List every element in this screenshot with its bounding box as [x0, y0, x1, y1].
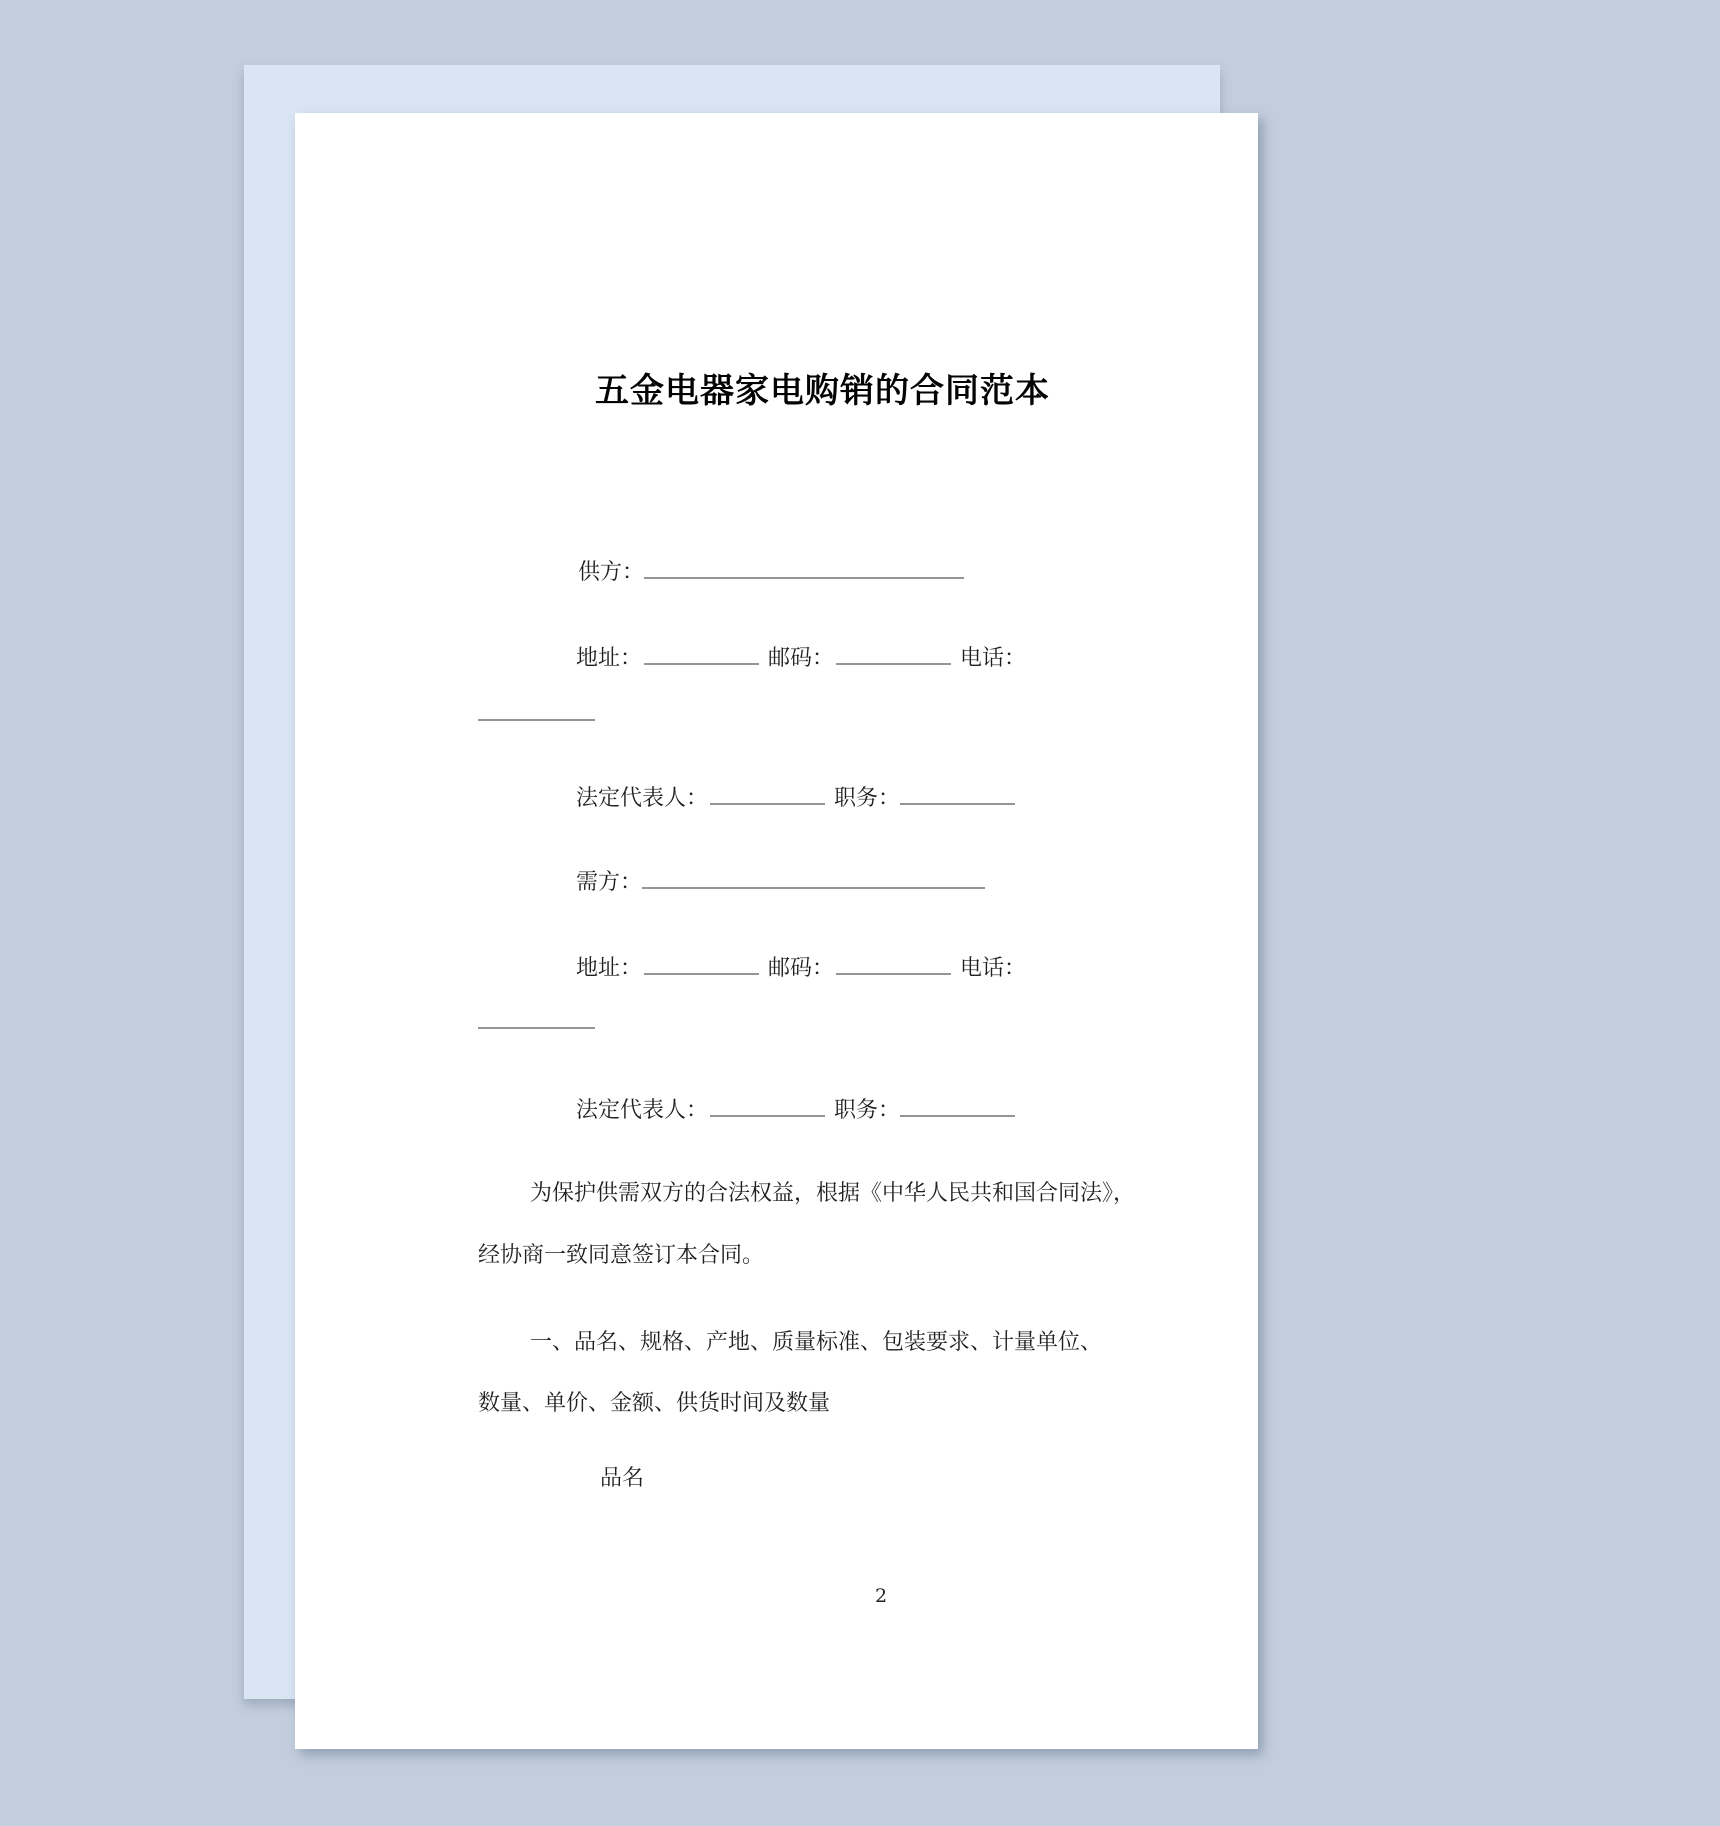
address-blank-field [644, 972, 759, 975]
intro-paragraph-line-1: 为保护供需双方的合法权益，根据《中华人民共和国合同法》， [530, 1181, 1136, 1206]
position-blank-field [900, 1114, 1015, 1117]
postcode-blank-field [836, 972, 951, 975]
clause-one-line-2: 数量、单价、金额、供货时间及数量 [478, 1391, 831, 1416]
intro-paragraph-line-2: 经协商一致同意签订本合同。 [478, 1243, 765, 1268]
buyer-line [576, 868, 985, 898]
legal-representative-label: 法定代表人： [576, 786, 709, 811]
phone-blank-field [478, 1026, 595, 1029]
postcode-blank-field [836, 662, 951, 665]
position-blank-field [900, 802, 1015, 805]
position-label: 职务： [834, 1098, 901, 1123]
supplier-label: 供方： [578, 560, 645, 585]
legal-representative-blank-field [710, 1114, 825, 1117]
phone-blank-field [478, 718, 595, 721]
address-blank-field [644, 662, 759, 665]
buyer-blank-field [642, 886, 985, 889]
phone-label: 电话： [960, 956, 1027, 981]
address-label: 地址： [576, 646, 643, 671]
document-title: 五金电器家电购销的合同范本 [595, 371, 1050, 411]
supplier-line [578, 558, 964, 588]
buyer-label: 需方： [576, 870, 643, 895]
legal-representative-label: 法定代表人： [576, 1098, 709, 1123]
phone-label: 电话： [960, 646, 1027, 671]
address-label: 地址： [576, 956, 643, 981]
clause-one-line-1: 一、品名、规格、产地、质量标准、包装要求、计量单位、 [530, 1330, 1103, 1355]
product-name-line: 品名 [600, 1466, 645, 1491]
legal-representative-blank-field [710, 802, 825, 805]
supplier-address-line [576, 644, 1026, 674]
buyer-phone-blank-line [478, 1008, 595, 1038]
postcode-label: 邮码： [768, 646, 835, 671]
contract-page [295, 113, 1258, 1749]
position-label: 职务： [834, 786, 901, 811]
postcode-label: 邮码： [768, 956, 835, 981]
supplier-phone-blank-line [478, 700, 595, 730]
buyer-address-line [576, 954, 1026, 984]
supplier-blank-field [644, 576, 964, 579]
buyer-representative-line [576, 1096, 1015, 1126]
page-number: 2 [875, 1585, 888, 1607]
supplier-representative-line [576, 784, 1015, 814]
